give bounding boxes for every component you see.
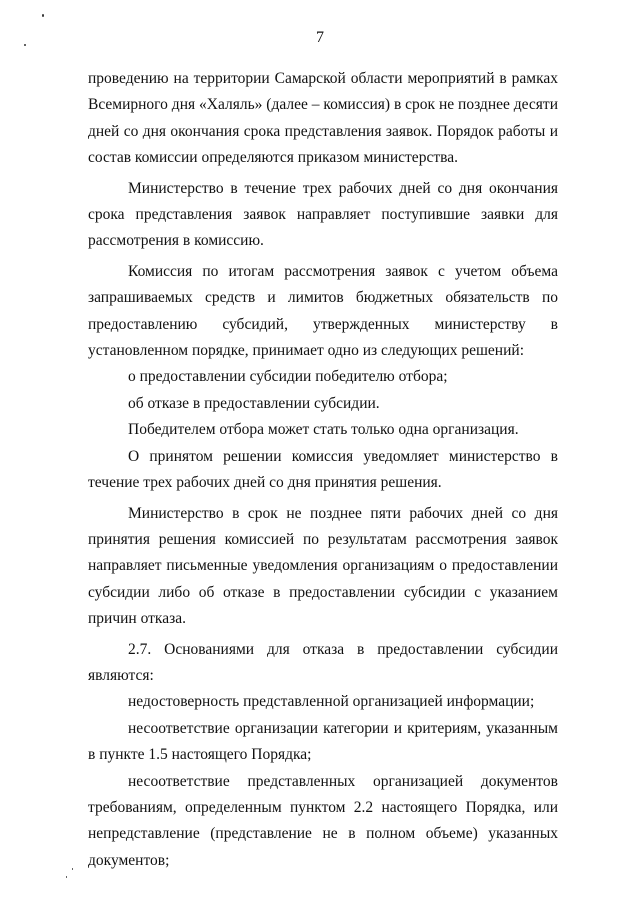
scan-speck [66, 876, 67, 878]
list-item-grant-decision: о предоставлении субсидии победителю отбора; [128, 368, 448, 386]
list-item-documents-mismatch: несоответствие представленных организацией документов требованиям, определенным пунктом 2.2 настоящего Порядка, или непредставление (представление не в полном объеме) указанных документов; [88, 772, 558, 869]
paragraph-notify-ministry: О принятом решении комиссия уведомляет министерство в течение трех рабочих дней со дня принятия решения. [88, 447, 558, 492]
paragraph-commission-deadline: проведению на территории Самарской области мероприятий в рамках Всемирного дня «Халяль» (далее – комиссия) в срок не позднее десяти дней со дня окончания срока представления заявок. Порядок работы и состав комиссии определяются приказом министерства. [88, 70, 558, 167]
list-item-refusal-decision: об отказе в предоставлении субсидии. [128, 394, 380, 412]
paragraph-single-winner: Победителем отбора может стать только одна организация. [128, 421, 519, 439]
page-number: 7 [316, 29, 324, 46]
document-body [88, 66, 558, 874]
list-item-criteria-mismatch: несоответствие организации категории и критериям, указанным в пункте 1.5 настоящего Порядка; [88, 719, 558, 764]
paragraph-ministry-forwards: Министерство в течение трех рабочих дней со дня окончания срока представления заявок направляет поступившие заявки для рассмотрения в комиссию. [88, 179, 558, 250]
paragraph-refusal-grounds: 2.7. Основаниями для отказа в предоставлении субсидии являются: [88, 640, 558, 684]
list-item-false-information: недостоверность представленной организацией информации; [128, 693, 535, 711]
scan-speck [42, 14, 44, 17]
scan-speck [72, 868, 73, 870]
paragraph-written-notices: Министерство в срок не позднее пяти рабочих дней со дня принятия решения комиссией по результатам рассмотрения заявок направляет письменные уведомления организациям о предоставлении субсидии либо об отказе в предоставлении субсидии с указанием причин отказа. [88, 504, 558, 628]
paragraph-commission-decision: Комиссия по итогам рассмотрения заявок с учетом объема запрашиваемых средств и лимитов бюджетных обязательств по предоставлению субсидий, утвержденных министерству в установленном порядке, принимает одно из следующих решений: [88, 262, 558, 360]
